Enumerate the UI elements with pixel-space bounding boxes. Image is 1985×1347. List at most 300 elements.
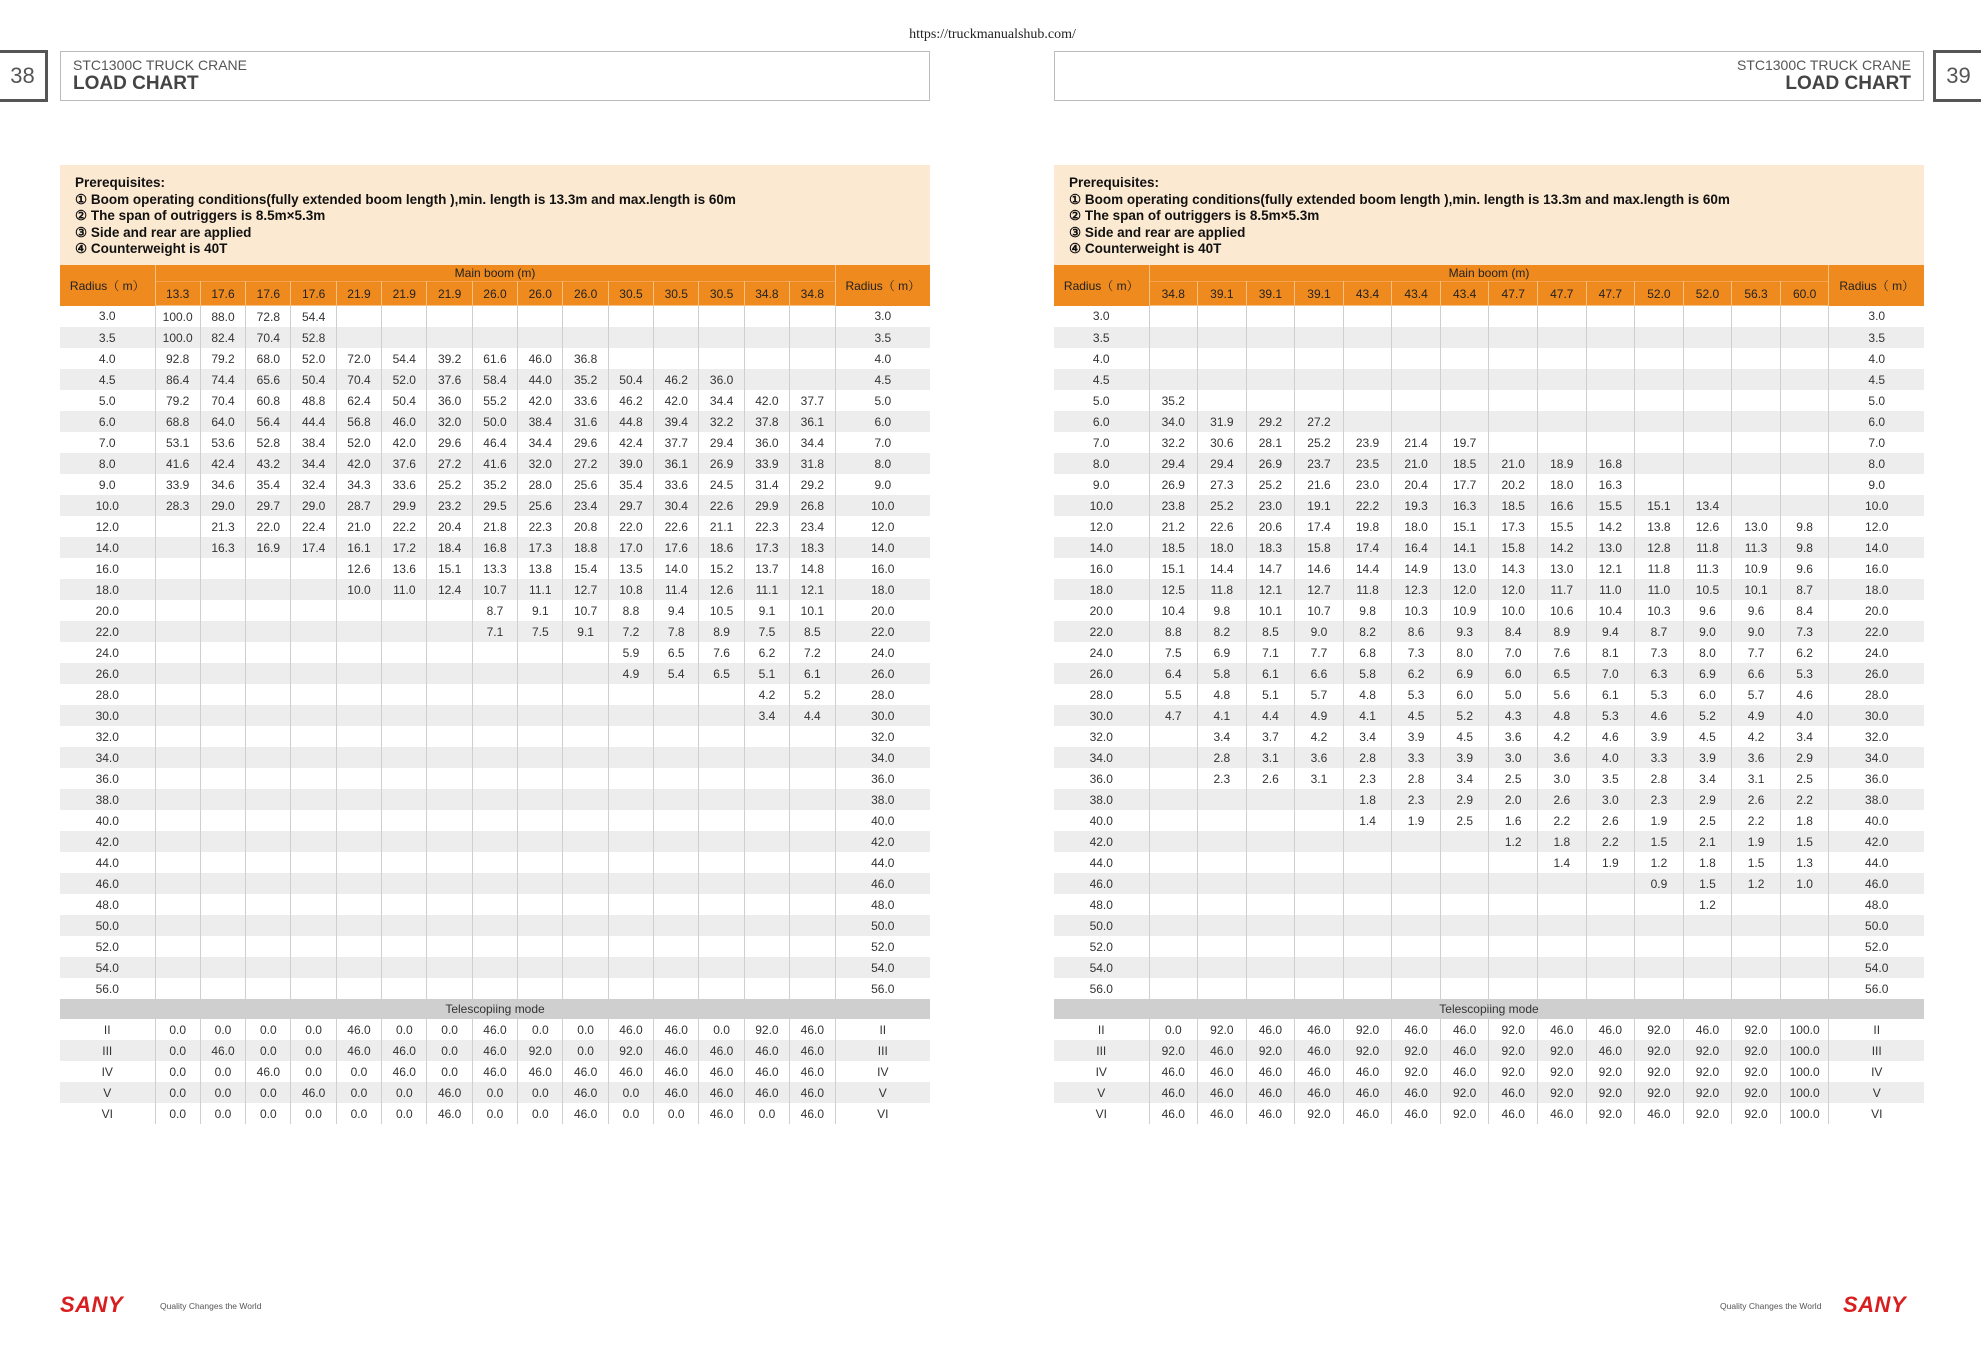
- radius-cell: 22.0: [835, 621, 930, 642]
- boom-length-header: 43.4: [1440, 282, 1489, 306]
- load-cell: 26.9: [1246, 453, 1295, 474]
- load-cell: [1538, 306, 1587, 328]
- telescoping-cell: 0.0: [382, 1019, 427, 1040]
- load-cell: 28.1: [1246, 432, 1295, 453]
- telescoping-mode-label: Telescopiing mode: [1054, 999, 1924, 1019]
- load-cell: [1392, 978, 1441, 999]
- load-cell: [246, 789, 291, 810]
- load-cell: [1489, 852, 1538, 873]
- load-cell: 21.0: [1392, 453, 1441, 474]
- page-title-right: LOAD CHART: [1785, 73, 1911, 94]
- telescoping-cell: 46.0: [427, 1082, 472, 1103]
- load-cell: [1440, 411, 1489, 432]
- load-cell: 56.4: [246, 411, 291, 432]
- load-cell: 9.8: [1780, 537, 1829, 558]
- load-cell: 86.4: [155, 369, 200, 390]
- load-cell: 37.7: [654, 432, 699, 453]
- radius-cell: 16.0: [1829, 558, 1924, 579]
- load-cell: 28.3: [155, 495, 200, 516]
- load-cell: 4.0: [1586, 747, 1635, 768]
- load-cell: 27.2: [1295, 411, 1344, 432]
- load-cell: [427, 789, 472, 810]
- load-cell: 1.9: [1635, 810, 1684, 831]
- load-cell: [1343, 327, 1392, 348]
- radius-cell: 10.0: [60, 495, 155, 516]
- load-cell: [699, 831, 744, 852]
- radius-cell: 40.0: [60, 810, 155, 831]
- load-cell: 18.5: [1149, 537, 1198, 558]
- load-cell: [744, 306, 789, 328]
- radius-cell: 5.0: [60, 390, 155, 411]
- load-cell: 3.3: [1635, 747, 1684, 768]
- load-cell: [1732, 432, 1781, 453]
- load-cell: [1149, 348, 1198, 369]
- load-cell: 42.0: [518, 390, 563, 411]
- table-row: [1054, 411, 1924, 432]
- load-cell: [1683, 453, 1732, 474]
- radius-cell: 36.0: [835, 768, 930, 789]
- load-cell: 10.3: [1635, 600, 1684, 621]
- tagline-left: Quality Changes the World: [160, 1301, 262, 1311]
- radius-cell: 24.0: [1054, 642, 1149, 663]
- radius-cell: 36.0: [1054, 768, 1149, 789]
- load-cell: 9.8: [1343, 600, 1392, 621]
- load-cell: [1489, 390, 1538, 411]
- load-cell: 2.8: [1635, 768, 1684, 789]
- table-row: [60, 915, 930, 936]
- telescoping-cell: 46.0: [1295, 1040, 1344, 1061]
- load-cell: 35.4: [246, 474, 291, 495]
- telescoping-cell: 46.0: [654, 1040, 699, 1061]
- telescoping-cell: 0.0: [563, 1019, 608, 1040]
- load-cell: 6.2: [1780, 642, 1829, 663]
- load-cell: 34.4: [518, 432, 563, 453]
- boom-length-row: [60, 282, 930, 306]
- table-row: [1054, 348, 1924, 369]
- load-cell: [744, 831, 789, 852]
- boom-length-header: 34.8: [1149, 282, 1198, 306]
- load-cell: 5.7: [1732, 684, 1781, 705]
- load-cell: [1780, 390, 1829, 411]
- telescoping-cell: 46.0: [1489, 1082, 1538, 1103]
- load-cell: 4.2: [744, 684, 789, 705]
- radius-cell: 9.0: [60, 474, 155, 495]
- load-cell: 50.4: [608, 369, 653, 390]
- radius-header: Radius（ m）: [835, 265, 930, 306]
- load-cell: [1392, 327, 1441, 348]
- radius-cell: 54.0: [1054, 957, 1149, 978]
- telescoping-cell: 46.0: [654, 1082, 699, 1103]
- telescoping-cell: 46.0: [1343, 1082, 1392, 1103]
- radius-cell: 3.0: [835, 306, 930, 328]
- telescoping-cell: 92.0: [1732, 1040, 1781, 1061]
- load-cell: [1295, 369, 1344, 390]
- load-cell: [1538, 915, 1587, 936]
- telescoping-cell: 92.0: [1635, 1040, 1684, 1061]
- table-row: [1054, 726, 1924, 747]
- load-cell: [744, 789, 789, 810]
- table-row: [60, 432, 930, 453]
- load-cell: 54.4: [382, 348, 427, 369]
- telescoping-cell: 46.0: [246, 1061, 291, 1082]
- mode-cell: V: [1054, 1082, 1149, 1103]
- load-cell: [336, 684, 381, 705]
- load-cell: [246, 936, 291, 957]
- load-cell: [1246, 789, 1295, 810]
- load-cell: 17.4: [291, 537, 336, 558]
- load-cell: [699, 810, 744, 831]
- load-cell: 7.7: [1732, 642, 1781, 663]
- telescoping-cell: 46.0: [1198, 1103, 1247, 1124]
- load-cell: [699, 852, 744, 873]
- boom-length-header: 21.9: [427, 282, 472, 306]
- load-cell: 58.4: [472, 369, 517, 390]
- model-name-right: STC1300C TRUCK CRANE: [1736, 57, 1911, 73]
- load-cell: [563, 747, 608, 768]
- load-cell: 4.4: [1246, 705, 1295, 726]
- telescoping-cell: 46.0: [654, 1019, 699, 1040]
- load-cell: 5.3: [1780, 663, 1829, 684]
- load-cell: 1.3: [1780, 852, 1829, 873]
- table-row: [1054, 873, 1924, 894]
- load-cell: 8.9: [699, 621, 744, 642]
- telescoping-cell: 0.0: [155, 1103, 200, 1124]
- load-cell: 7.3: [1392, 642, 1441, 663]
- load-cell: 54.4: [291, 306, 336, 328]
- telescoping-cell: 0.0: [654, 1103, 699, 1124]
- load-cell: [1683, 306, 1732, 328]
- telescoping-cell: 46.0: [1246, 1061, 1295, 1082]
- load-cell: 42.0: [654, 390, 699, 411]
- load-cell: 14.9: [1392, 558, 1441, 579]
- load-cell: [563, 810, 608, 831]
- load-cell: [336, 705, 381, 726]
- load-cell: [291, 747, 336, 768]
- telescoping-cell: 0.0: [427, 1040, 472, 1061]
- load-cell: 70.4: [336, 369, 381, 390]
- load-cell: 33.6: [382, 474, 427, 495]
- load-cell: [336, 936, 381, 957]
- source-url[interactable]: https://truckmanualshub.com/: [909, 27, 1076, 42]
- prereq-heading: Prerequisites:: [75, 175, 166, 190]
- table-row: [60, 684, 930, 705]
- header-row: [60, 265, 930, 282]
- load-cell: [790, 306, 835, 328]
- telescoping-header-row: [1054, 999, 1924, 1019]
- load-cell: [1295, 810, 1344, 831]
- mode-cell: III: [1054, 1040, 1149, 1061]
- load-cell: [563, 642, 608, 663]
- load-cell: [1149, 915, 1198, 936]
- load-cell: [1489, 873, 1538, 894]
- load-chart-table-right: [1054, 265, 1924, 1124]
- load-cell: [1440, 957, 1489, 978]
- load-cell: [654, 852, 699, 873]
- load-cell: 1.0: [1780, 873, 1829, 894]
- load-cell: 8.5: [790, 621, 835, 642]
- load-cell: [790, 873, 835, 894]
- load-cell: [291, 789, 336, 810]
- telescoping-cell: 46.0: [790, 1019, 835, 1040]
- telescoping-cell: 92.0: [1489, 1061, 1538, 1082]
- boom-length-header: 13.3: [155, 282, 200, 306]
- radius-cell: 18.0: [1829, 579, 1924, 600]
- table-row: [60, 1103, 930, 1124]
- load-cell: [654, 789, 699, 810]
- telescoping-cell: 92.0: [1538, 1082, 1587, 1103]
- radius-cell: 12.0: [1054, 516, 1149, 537]
- load-cell: 3.7: [1246, 726, 1295, 747]
- telescoping-mode-label: Telescopiing mode: [60, 999, 930, 1019]
- load-cell: [155, 894, 200, 915]
- load-cell: [518, 726, 563, 747]
- load-cell: 18.0: [1198, 537, 1247, 558]
- load-cell: 16.9: [246, 537, 291, 558]
- load-cell: 15.5: [1538, 516, 1587, 537]
- load-cell: [336, 747, 381, 768]
- load-cell: [563, 936, 608, 957]
- load-cell: [472, 642, 517, 663]
- radius-cell: 12.0: [835, 516, 930, 537]
- table-row: [60, 579, 930, 600]
- boom-length-header: 43.4: [1392, 282, 1441, 306]
- load-cell: 14.0: [654, 558, 699, 579]
- table-row: [60, 852, 930, 873]
- load-cell: 37.8: [744, 411, 789, 432]
- load-cell: [472, 873, 517, 894]
- load-cell: [654, 978, 699, 999]
- load-cell: 22.0: [608, 516, 653, 537]
- load-cell: [472, 957, 517, 978]
- header-row: [1054, 265, 1924, 282]
- load-cell: 13.3: [472, 558, 517, 579]
- load-cell: 18.3: [1246, 537, 1295, 558]
- telescoping-header-row: [60, 999, 930, 1019]
- load-cell: [472, 705, 517, 726]
- load-cell: 35.2: [472, 474, 517, 495]
- radius-cell: 10.0: [1829, 495, 1924, 516]
- load-cell: [1780, 306, 1829, 328]
- telescoping-cell: 46.0: [744, 1082, 789, 1103]
- load-cell: [1246, 936, 1295, 957]
- load-cell: [1295, 390, 1344, 411]
- radius-cell: 40.0: [835, 810, 930, 831]
- load-cell: 17.7: [1440, 474, 1489, 495]
- load-cell: 39.4: [654, 411, 699, 432]
- load-cell: [336, 726, 381, 747]
- radius-cell: 10.0: [835, 495, 930, 516]
- load-cell: 34.4: [291, 453, 336, 474]
- load-cell: [336, 873, 381, 894]
- load-cell: [1392, 957, 1441, 978]
- load-cell: [200, 852, 245, 873]
- radius-cell: 6.0: [60, 411, 155, 432]
- telescoping-cell: 0.0: [200, 1103, 245, 1124]
- load-cell: 19.3: [1392, 495, 1441, 516]
- mode-cell: III: [60, 1040, 155, 1061]
- load-cell: 1.8: [1343, 789, 1392, 810]
- load-cell: 17.0: [608, 537, 653, 558]
- load-cell: [291, 768, 336, 789]
- radius-cell: 56.0: [1054, 978, 1149, 999]
- load-cell: 22.3: [518, 516, 563, 537]
- load-cell: 4.5: [1392, 705, 1441, 726]
- load-cell: 11.7: [1538, 579, 1587, 600]
- telescoping-cell: 92.0: [1635, 1019, 1684, 1040]
- radius-cell: 32.0: [1829, 726, 1924, 747]
- load-cell: 18.6: [699, 537, 744, 558]
- table-row: [60, 642, 930, 663]
- load-cell: 29.9: [744, 495, 789, 516]
- telescoping-cell: 0.0: [427, 1061, 472, 1082]
- telescoping-cell: 46.0: [1149, 1061, 1198, 1082]
- radius-cell: 3.5: [835, 327, 930, 348]
- load-cell: 3.6: [1295, 747, 1344, 768]
- boom-length-header: 21.9: [336, 282, 381, 306]
- load-cell: 3.9: [1683, 747, 1732, 768]
- load-cell: [1149, 306, 1198, 328]
- radius-cell: 4.5: [1054, 369, 1149, 390]
- radius-cell: 38.0: [1054, 789, 1149, 810]
- table-row: [60, 516, 930, 537]
- prereq-item: ④ Counterweight is 40T: [75, 241, 228, 256]
- load-cell: 32.4: [291, 474, 336, 495]
- table-row: [60, 1019, 930, 1040]
- telescoping-cell: 46.0: [1440, 1040, 1489, 1061]
- load-cell: [336, 957, 381, 978]
- load-cell: 6.9: [1198, 642, 1247, 663]
- load-cell: [382, 747, 427, 768]
- load-cell: [1246, 894, 1295, 915]
- load-cell: [382, 915, 427, 936]
- load-cell: [1732, 957, 1781, 978]
- load-cell: [744, 348, 789, 369]
- load-cell: 8.5: [1246, 621, 1295, 642]
- load-cell: 12.0: [1440, 579, 1489, 600]
- radius-cell: 50.0: [60, 915, 155, 936]
- load-cell: [1343, 348, 1392, 369]
- table-row: [1054, 810, 1924, 831]
- load-cell: [291, 915, 336, 936]
- telescoping-cell: 0.0: [155, 1061, 200, 1082]
- load-cell: 22.0: [246, 516, 291, 537]
- telescoping-cell: 0.0: [563, 1040, 608, 1061]
- load-cell: [336, 600, 381, 621]
- load-cell: 11.8: [1198, 579, 1247, 600]
- radius-cell: 16.0: [835, 558, 930, 579]
- load-cell: [1198, 831, 1247, 852]
- radius-cell: 26.0: [1829, 663, 1924, 684]
- telescoping-cell: 46.0: [200, 1040, 245, 1061]
- load-cell: 1.6: [1489, 810, 1538, 831]
- load-cell: [1489, 957, 1538, 978]
- load-cell: 3.3: [1392, 747, 1441, 768]
- load-cell: [1683, 936, 1732, 957]
- load-cell: [518, 810, 563, 831]
- load-cell: 8.4: [1489, 621, 1538, 642]
- tagline-right: Quality Changes the World: [1720, 1301, 1822, 1311]
- load-cell: 61.6: [472, 348, 517, 369]
- load-cell: 17.3: [518, 537, 563, 558]
- telescoping-cell: 0.0: [155, 1082, 200, 1103]
- boom-length-header: 39.1: [1246, 282, 1295, 306]
- load-cell: 74.4: [200, 369, 245, 390]
- load-cell: 5.9: [608, 642, 653, 663]
- load-cell: [155, 579, 200, 600]
- load-cell: 15.8: [1489, 537, 1538, 558]
- radius-cell: 7.0: [835, 432, 930, 453]
- telescoping-cell: 0.0: [200, 1061, 245, 1082]
- radius-cell: 5.0: [1829, 390, 1924, 411]
- load-cell: [1343, 978, 1392, 999]
- load-cell: [654, 894, 699, 915]
- load-cell: 2.5: [1440, 810, 1489, 831]
- load-cell: 14.7: [1246, 558, 1295, 579]
- load-cell: [1635, 915, 1684, 936]
- table-row: [60, 873, 930, 894]
- load-cell: 46.4: [472, 432, 517, 453]
- load-cell: 6.1: [1586, 684, 1635, 705]
- load-cell: 8.7: [472, 600, 517, 621]
- load-cell: 2.6: [1732, 789, 1781, 810]
- load-cell: [1732, 474, 1781, 495]
- radius-cell: 6.0: [1829, 411, 1924, 432]
- telescoping-cell: 46.0: [382, 1040, 427, 1061]
- load-cell: 11.8: [1683, 537, 1732, 558]
- load-cell: 29.4: [699, 432, 744, 453]
- load-cell: [1440, 369, 1489, 390]
- load-cell: [699, 684, 744, 705]
- load-cell: [608, 705, 653, 726]
- load-cell: [744, 810, 789, 831]
- load-cell: [155, 957, 200, 978]
- load-cell: 10.0: [1489, 600, 1538, 621]
- load-cell: 18.4: [427, 537, 472, 558]
- load-cell: 12.7: [563, 579, 608, 600]
- load-cell: [1586, 348, 1635, 369]
- load-cell: [1440, 936, 1489, 957]
- boom-length-header: 26.0: [518, 282, 563, 306]
- load-cell: [382, 726, 427, 747]
- load-cell: [654, 831, 699, 852]
- load-cell: 4.4: [790, 705, 835, 726]
- table-row: [60, 831, 930, 852]
- load-cell: [291, 957, 336, 978]
- load-cell: 26.9: [1149, 474, 1198, 495]
- table-row: [1054, 621, 1924, 642]
- load-cell: 6.1: [1246, 663, 1295, 684]
- load-cell: 3.4: [1780, 726, 1829, 747]
- load-cell: [1295, 894, 1344, 915]
- table-row: [60, 348, 930, 369]
- load-cell: [1198, 936, 1247, 957]
- load-cell: [1489, 306, 1538, 328]
- load-cell: 3.1: [1246, 747, 1295, 768]
- load-cell: [155, 852, 200, 873]
- load-cell: 29.2: [790, 474, 835, 495]
- radius-cell: 18.0: [60, 579, 155, 600]
- load-cell: [155, 873, 200, 894]
- load-cell: [699, 894, 744, 915]
- radius-cell: 7.0: [1054, 432, 1149, 453]
- load-cell: 12.5: [1149, 579, 1198, 600]
- load-cell: [200, 978, 245, 999]
- telescoping-cell: 92.0: [1149, 1040, 1198, 1061]
- telescoping-cell: 92.0: [1683, 1082, 1732, 1103]
- load-cell: 4.6: [1586, 726, 1635, 747]
- table-row: [1054, 747, 1924, 768]
- telescoping-cell: 92.0: [1538, 1040, 1587, 1061]
